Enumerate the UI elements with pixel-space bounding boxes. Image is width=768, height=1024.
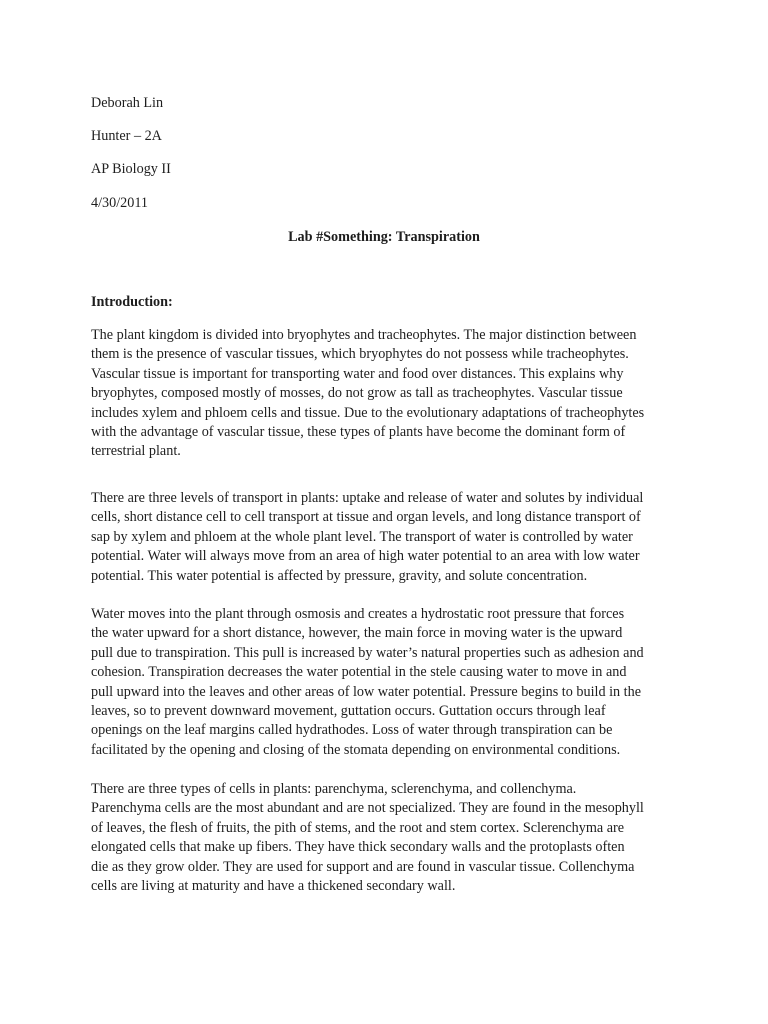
paragraph-3 (91, 605, 691, 760)
paragraph-line: die as they grow older. They are used for support and are found in vascular tissue. Collenchyma (91, 858, 635, 875)
paragraph-line: cells are living at maturity and have a thickened secondary wall. (91, 878, 456, 895)
paragraph-line: There are three types of cells in plants: parenchyma, sclerenchyma, and collenchyma. (91, 781, 577, 797)
paragraph-1 (91, 326, 691, 462)
paragraph-line: of leaves, the flesh of fruits, the pith of stems, and the root and stem cortex. Sclerenchyma are (91, 819, 625, 836)
document-date: 4/30/2011 (91, 195, 149, 211)
paragraph-line: leaves, so to prevent downward movement, guttation occurs. Guttation occurs through leaf (91, 703, 606, 720)
paragraph-line: with the advantage of vascular tissue, these types of plants have become the dominant form of (91, 424, 626, 441)
class-section: Hunter – 2A (91, 128, 162, 144)
paragraph-line: them is the presence of vascular tissues, which bryophytes do not possess while tracheophytes. (91, 346, 629, 363)
paragraph-line: terrestrial plant. (91, 443, 181, 460)
paragraph-line: pull upward into the leaves and other areas of low water potential. Pressure begins to build in the (91, 683, 642, 700)
author-name: Deborah Lin (91, 95, 164, 111)
paragraph-2 (91, 489, 691, 586)
paragraph-line: potential. Water will always move from an area of high water potential to an area with low water (91, 548, 640, 565)
paragraph-line: Vascular tissue is important for transporting water and food over distances. This explains why (91, 365, 624, 382)
paragraph-line: Water moves into the plant through osmosis and creates a hydrostatic root pressure that forces (91, 606, 625, 622)
paragraph-line: includes xylem and phloem cells and tissue. Due to the evolutionary adaptations of tracheophytes (91, 404, 645, 421)
course-name: AP Biology II (91, 161, 171, 177)
paragraph-line: elongated cells that make up fibers. They have thick secondary walls and the protoplasts often (91, 839, 625, 856)
paragraph-line: the water upward for a short distance, however, the main force in moving water is the upward (91, 625, 623, 642)
introduction-heading: Introduction: (91, 294, 173, 310)
paragraph-line: openings on the leaf margins called hydrathodes. Loss of water through transpiration can be (91, 722, 613, 739)
paragraph-line: sap by xylem and phloem at the whole plant level. The transport of water is controlled by water (91, 528, 633, 545)
paragraph-line: There are three levels of transport in plants: uptake and release of water and solutes by individual (91, 490, 644, 506)
paragraph-line: potential. This water potential is affected by pressure, gravity, and solute concentration. (91, 567, 588, 584)
paragraph-line: facilitated by the opening and closing of the stomata depending on environmental conditions. (91, 741, 621, 758)
document-title: Lab #Something: Transpiration (288, 229, 480, 245)
paragraph-4 (91, 780, 691, 896)
paragraph-line: The plant kingdom is divided into bryophytes and tracheophytes. The major distinction between (91, 327, 637, 343)
paragraph-line: Parenchyma cells are the most abundant and are not specialized. They are found in the mesophyll (91, 800, 644, 817)
paragraph-line: cells, short distance cell to cell transport at tissue and organ levels, and long distance transport of (91, 509, 641, 526)
paragraph-line: pull due to transpiration. This pull is increased by water’s natural properties such as adhesion and (91, 644, 644, 661)
paragraph-line: cohesion. Transpiration decreases the water potential in the stele causing water to move in and (91, 664, 627, 681)
paragraph-line: bryophytes, composed mostly of mosses, do not grow as tall as tracheophytes. Vascular tissue (91, 385, 623, 402)
